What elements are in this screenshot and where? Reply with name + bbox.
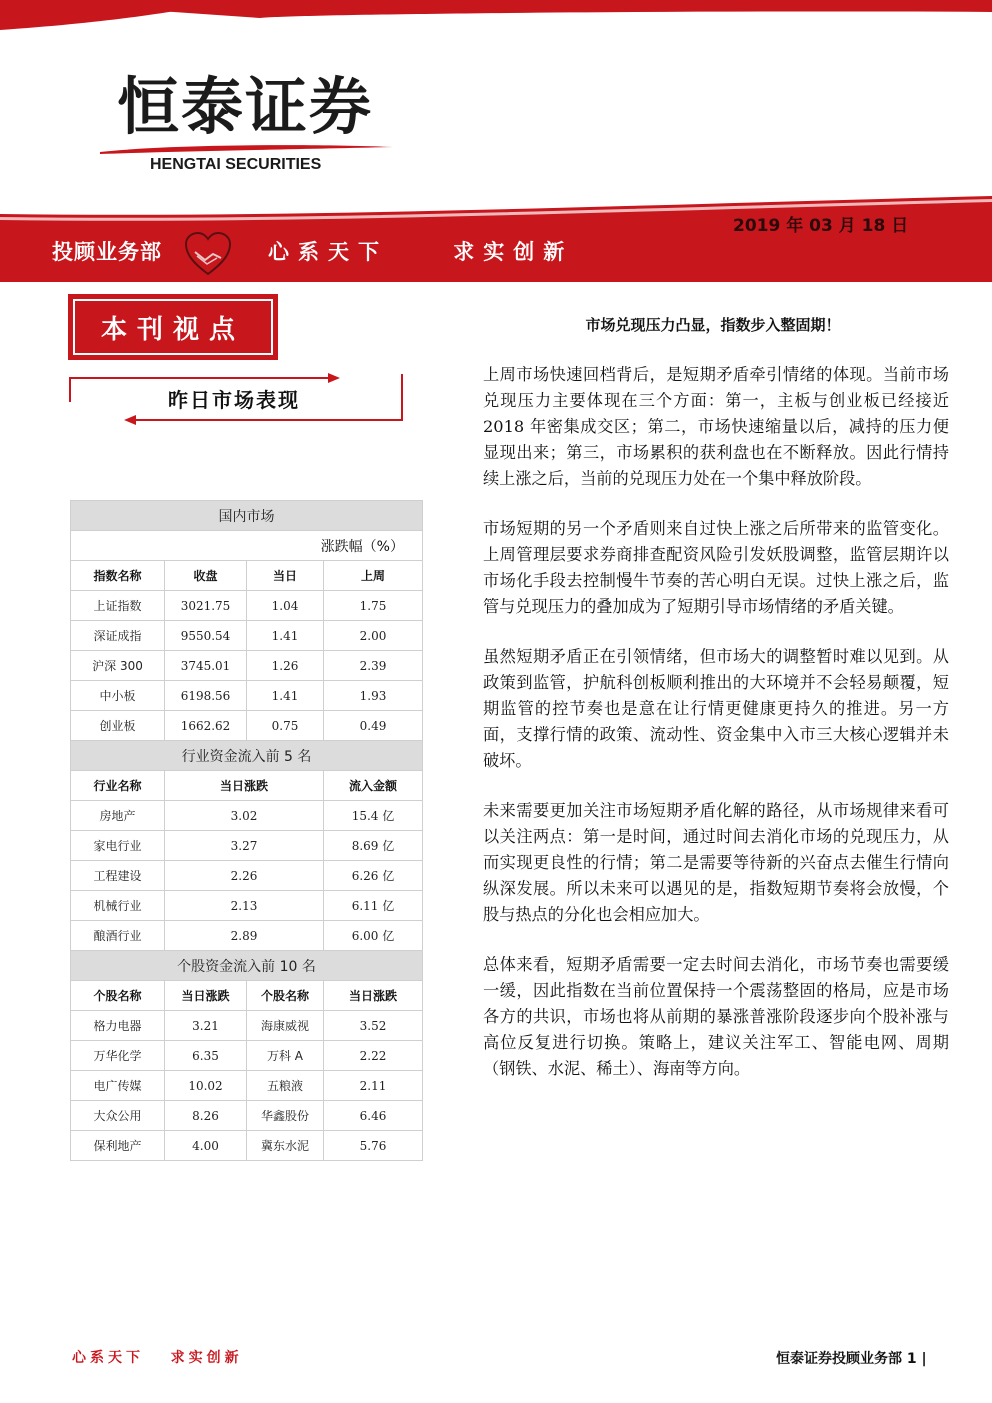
stock-day-change: 8.26 bbox=[165, 1101, 247, 1131]
inflow-amount: 6.00 亿 bbox=[324, 921, 423, 951]
stock-day-change: 3.21 bbox=[165, 1011, 247, 1041]
day-change: 1.26 bbox=[247, 651, 324, 681]
inflow-amount: 8.69 亿 bbox=[324, 831, 423, 861]
inflow-amount: 6.26 亿 bbox=[324, 861, 423, 891]
article-body bbox=[483, 362, 949, 1106]
banner-slogan: 心系天下 求实创新 bbox=[268, 240, 574, 264]
logo-swoosh-bar bbox=[95, 144, 395, 156]
stock-name: 保利地产 bbox=[71, 1131, 165, 1161]
day-change: 1.41 bbox=[247, 621, 324, 651]
day-change: 1.41 bbox=[247, 681, 324, 711]
logo-english-name: HENGTAI SECURITIES bbox=[150, 156, 322, 173]
column-header: 当日 bbox=[247, 561, 324, 591]
table-row bbox=[71, 1131, 423, 1161]
inflow-amount: 15.4 亿 bbox=[324, 801, 423, 831]
industry-name: 家电行业 bbox=[71, 831, 165, 861]
company-logo bbox=[95, 70, 395, 190]
section-title: 本刊视点 bbox=[73, 299, 273, 355]
article-paragraph: 虽然短期矛盾正在引领情绪，但市场大的调整暂时难以见到。从政策到监管，护航科创板顺利推出的大环境并不会轻易颠覆，短期监管的控节奏也是意在让行情更健康更持久的推进。另一方面，支撑行情的政策、流动性、资金集中入市三大核心逻辑并未破坏。 bbox=[483, 647, 949, 770]
table-row bbox=[71, 621, 423, 651]
table-row bbox=[71, 711, 423, 741]
stock-day-change: 6.46 bbox=[324, 1101, 423, 1131]
stock-day-change: 6.35 bbox=[165, 1041, 247, 1071]
column-header: 个股名称 bbox=[71, 981, 165, 1011]
week-change: 1.93 bbox=[324, 681, 423, 711]
index-name: 上证指数 bbox=[71, 591, 165, 621]
industry-day-change: 3.02 bbox=[165, 801, 324, 831]
stock-name: 格力电器 bbox=[71, 1011, 165, 1041]
index-name: 沪深 300 bbox=[71, 651, 165, 681]
week-change: 0.49 bbox=[324, 711, 423, 741]
footer-slogan: 心系天下 求实创新 bbox=[72, 1350, 243, 1366]
table-row bbox=[71, 651, 423, 681]
industry-flow-title: 行业资金流入前 5 名 bbox=[71, 741, 423, 771]
industry-name: 工程建设 bbox=[71, 861, 165, 891]
column-header: 当日涨跌 bbox=[165, 771, 324, 801]
stock-name: 万科 A bbox=[247, 1041, 324, 1071]
report-date: 2019 年 03 月 18 日 bbox=[733, 216, 909, 236]
column-header: 流入金额 bbox=[324, 771, 423, 801]
column-header: 当日涨跌 bbox=[165, 981, 247, 1011]
column-header: 个股名称 bbox=[247, 981, 324, 1011]
industry-day-change: 3.27 bbox=[165, 831, 324, 861]
industry-day-change: 2.26 bbox=[165, 861, 324, 891]
column-header: 上周 bbox=[324, 561, 423, 591]
table-row bbox=[71, 1041, 423, 1071]
stock-name: 华鑫股份 bbox=[247, 1101, 324, 1131]
table-row bbox=[71, 591, 423, 621]
day-change: 1.04 bbox=[247, 591, 324, 621]
industry-day-change: 2.89 bbox=[165, 921, 324, 951]
index-name: 深证成指 bbox=[71, 621, 165, 651]
week-change: 1.75 bbox=[324, 591, 423, 621]
change-unit-label: 涨跌幅（%） bbox=[71, 531, 423, 561]
close-value: 3021.75 bbox=[165, 591, 247, 621]
department-name: 投顾业务部 bbox=[52, 240, 162, 264]
stock-name: 海康威视 bbox=[247, 1011, 324, 1041]
stock-day-change: 10.02 bbox=[165, 1071, 247, 1101]
stock-day-change: 2.11 bbox=[324, 1071, 423, 1101]
table-row bbox=[71, 1011, 423, 1041]
close-value: 6198.56 bbox=[165, 681, 247, 711]
week-change: 2.39 bbox=[324, 651, 423, 681]
industry-day-change: 2.13 bbox=[165, 891, 324, 921]
section-title-box bbox=[68, 294, 278, 360]
day-change: 0.75 bbox=[247, 711, 324, 741]
stock-flow-title: 个股资金流入前 10 名 bbox=[71, 951, 423, 981]
table-row bbox=[71, 921, 423, 951]
table-row bbox=[71, 861, 423, 891]
subtitle-market-performance: 昨日市场表现 bbox=[168, 388, 300, 412]
stock-name: 万华化学 bbox=[71, 1041, 165, 1071]
close-value: 9550.54 bbox=[165, 621, 247, 651]
article-paragraph: 总体来看，短期矛盾需要一定去时间去消化，市场节奏也需要缓一缓，因此指数在当前位置保持一个震荡整固的格局，应是市场各方的共识，市场也将从前期的暴涨普涨阶段逐步向个股补涨与高位反复进行切换。策略上，建议关注军工、智能电网、周期（钢铁、水泥、稀土）、海南等方向。 bbox=[483, 955, 949, 1078]
table-row bbox=[71, 801, 423, 831]
close-value: 3745.01 bbox=[165, 651, 247, 681]
table-row bbox=[71, 681, 423, 711]
close-value: 1662.62 bbox=[165, 711, 247, 741]
index-name: 中小板 bbox=[71, 681, 165, 711]
table-row bbox=[71, 831, 423, 861]
column-header: 当日涨跌 bbox=[324, 981, 423, 1011]
industry-name: 酿酒行业 bbox=[71, 921, 165, 951]
inflow-amount: 6.11 亿 bbox=[324, 891, 423, 921]
stock-name: 五粮液 bbox=[247, 1071, 324, 1101]
market-data-table bbox=[70, 500, 423, 1161]
article-paragraph: 市场短期的另一个矛盾则来自过快上涨之后所带来的监管变化。上周管理层要求券商排查配资风险引发妖股调整，监管层期许以市场化手段去控制慢牛节奏的苦心明白无误。过快上涨之后，监管与兑现压力的叠加成为了短期引导市场情绪的矛盾关键。 bbox=[483, 519, 949, 616]
article-paragraph: 上周市场快速回档背后，是短期矛盾牵引情绪的体现。当前市场兑现压力主要体现在三个方面：第一，主板与创业板已经接近 2018 年密集成交区；第二，市场快速缩量以后，减持的压力便显现出来；第三，市场累积的获利盘也在不断释放。因此行情持续上涨之后，当前的兑现压力处在一个集中释放阶段。 bbox=[483, 365, 949, 488]
table-row bbox=[71, 1071, 423, 1101]
index-name: 创业板 bbox=[71, 711, 165, 741]
column-header: 指数名称 bbox=[71, 561, 165, 591]
article-paragraph: 未来需要更加关注市场短期矛盾化解的路径，从市场规律来看可以关注两点：第一是时间，通过时间去消化市场的兑现压力，从而实现更良性的行情；第二是需要等待新的兴奋点去催生行情向纵深发展。所以未来可以遇见的是，指数短期节奏将会放慢，个股与热点的分化也会相应加大。 bbox=[483, 801, 949, 924]
stock-day-change: 2.22 bbox=[324, 1041, 423, 1071]
stock-name: 电广传媒 bbox=[71, 1071, 165, 1101]
table-row bbox=[71, 1101, 423, 1131]
column-header: 行业名称 bbox=[71, 771, 165, 801]
industry-name: 机械行业 bbox=[71, 891, 165, 921]
stock-day-change: 4.00 bbox=[165, 1131, 247, 1161]
logo-chinese-name: 恒泰证券 bbox=[117, 70, 374, 143]
table-row bbox=[71, 891, 423, 921]
stock-name: 大众公用 bbox=[71, 1101, 165, 1131]
domestic-market-title: 国内市场 bbox=[71, 501, 423, 531]
article-title: 市场兑现压力凸显，指数步入整固期！ bbox=[585, 316, 841, 334]
industry-name: 房地产 bbox=[71, 801, 165, 831]
stock-day-change: 3.52 bbox=[324, 1011, 423, 1041]
column-header: 收盘 bbox=[165, 561, 247, 591]
stock-day-change: 5.76 bbox=[324, 1131, 423, 1161]
top-decorative-swoosh bbox=[0, 0, 992, 30]
footer-page-label: 恒泰证券投顾业务部 1 | bbox=[776, 1351, 927, 1367]
stock-name: 冀东水泥 bbox=[247, 1131, 324, 1161]
week-change: 2.00 bbox=[324, 621, 423, 651]
heart-handshake-icon bbox=[183, 230, 233, 278]
